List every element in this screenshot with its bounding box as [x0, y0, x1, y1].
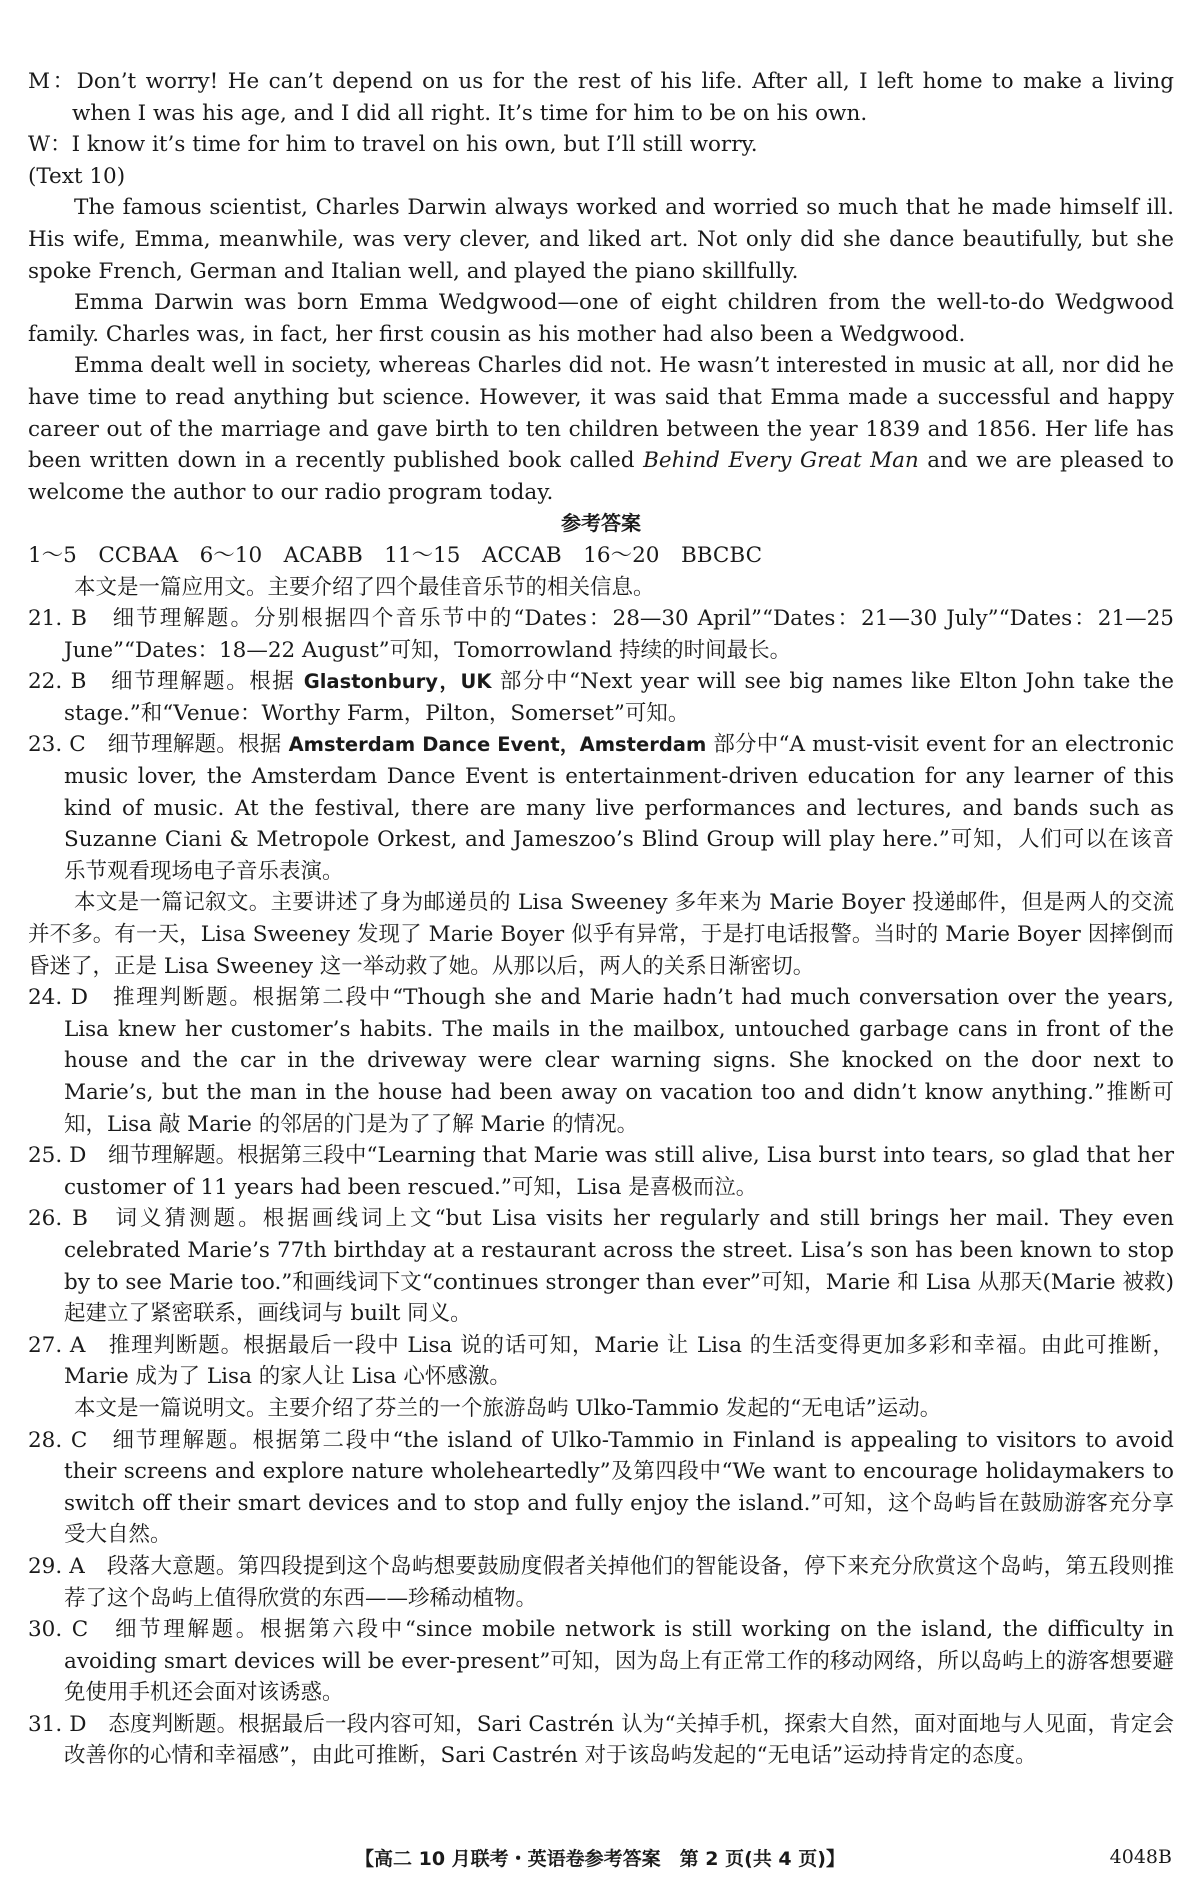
dialogue-line-w: W：I know it’s time for him to travel on his own, but I’ll still worry.: [28, 132, 758, 158]
answer-24: 24. D 推理判断题。根据第二段中“Though she and Marie hadn’t had much conversation over the years, Lisa knew her customer’s habits. The mails in the mailbox, untouched garbage cans in front of the house and the car in the driveway were clear warning signs. She knocked on the door next to Marie’s, but the man in the house had been away on vacation too and didn’t know anything.”推断可知，Lisa 敲 Marie 的邻居的门是为了了解 Marie 的情况。: [28, 985, 1174, 1137]
answers-heading: 参考答案: [561, 511, 641, 536]
answer-22: [28, 666, 1174, 729]
answer-22-part-a: 22. B 细节理解题。根据: [28, 669, 304, 695]
answer-26: 26. B 词义猜测题。根据画线词上文“but Lisa visits her regularly and still brings her mail. They even celebrated Marie’s 77th birthday at a restaurant across the street. Lisa’s son has been known to stop by to see Marie too.”和画线词下文“continues stronger than ever”可知，Marie 和 Lisa 从那天(Marie 被救)起建立了紧密联系，画线词与 built 同义。: [28, 1206, 1174, 1327]
passage-paragraph-2: Emma Darwin was born Emma Wedgwood—one of eight children from the well-to-do Wedgwood family. Charles was, in fact, her first cousin as his mother had also been a Wedgwood.: [28, 290, 1174, 347]
answer-28: 28. C 细节理解题。根据第二段中“the island of Ulko-Tammio in Finland is appealing to visitors to avoid their screens and explore nature wholeheartedly”及第四段中“We want to encourage holidaymakers to switch off their smart devices and to stop and fully enjoy the island.”可知，这个岛屿旨在鼓励游客充分享受大自然。: [28, 1427, 1174, 1548]
passage-intro-c: 本文是一篇说明文。主要介绍了芬兰的一个旅游岛屿 Ulko-Tammio 发起的“无电话”运动。: [74, 1395, 942, 1421]
paragraph-3-part-b: and we are pleased to welcome the author to our radio program today.: [28, 448, 1174, 505]
paragraph-3-part-a: Emma dealt well in society, whereas Charles did not. He wasn’t interested in music at all, nor did he have time to read anything but science. However, it was said that Emma made a successful and happy career out of the marriage and gave birth to ten children between the year 1839 and 1856. Her life has been written down in a recently published book called: [28, 353, 1174, 474]
answer-22-part-b: 部分中“Next year will see big names like Elton John take the stage.”和“Venue：Worthy Farm，Pilton，Somerset”可知。: [64, 669, 1174, 726]
page-content: [28, 66, 1174, 1772]
answer-keys: 1～5 CCBAA 6～10 ACABB 11～15 ACCAB 16～20 BBCBC: [28, 542, 763, 568]
page-footer: 【高二 10 月联考・英语卷参考答案 第 2 页(共 4 页)】: [355, 1848, 845, 1870]
text-label: (Text 10): [28, 163, 126, 189]
answer-30: 30. C 细节理解题。根据第六段中“since mobile network is still working on the island, the difficulty in avoiding smart devices will be ever-present”可知，因为岛上有正常工作的移动网络，所以岛屿上的游客想要避免使用手机还会面对该诱惑。: [28, 1617, 1174, 1706]
passage-intro-b: 本文是一篇记叙文。主要讲述了身为邮递员的 Lisa Sweeney 多年来为 Marie Boyer 投递邮件，但是两人的交流并不多。有一天，Lisa Sweeney 发现了 Marie Boyer 似乎有异常，于是打电话报警。当时的 Marie Boyer 因摔倒而昏迷了，正是 Lisa Sweeney 这一举动救了她。从那以后，两人的关系日渐密切。: [28, 890, 1174, 979]
answer-21: 21. B 细节理解题。分别根据四个音乐节中的“Dates：28—30 April”“Dates：21—30 July”“Dates：21—25 June”“Dates：18—22 August”可知，Tomorrowland 持续的时间最长。: [28, 606, 1174, 663]
dialogue-line-m: M：Don’t worry! He can’t depend on us for the rest of his life. After all, I left home to make a living when I was his age, and I did all right. It’s time for him to be on his own.: [28, 69, 1174, 126]
passage-paragraph-3: [28, 350, 1174, 508]
book-title: Behind Every Great Man: [643, 448, 919, 474]
answer-22-section-name: Glastonbury，UK: [303, 670, 492, 694]
answer-23-section-name: Amsterdam Dance Event，Amsterdam: [288, 733, 707, 757]
answer-29: 29. A 段落大意题。第四段提到这个岛屿想要鼓励度假者关掉他们的智能设备，停下来充分欣赏这个岛屿，第五段则推荐了这个岛屿上值得欣赏的东西——珍稀动植物。: [28, 1553, 1174, 1611]
passage-paragraph-1: The famous scientist, Charles Darwin always worked and worried so much that he made himself ill. His wife, Emma, meanwhile, was very clever, and liked art. Not only did she dance beautifully, but she spoke French, German and Italian well, and played the piano skillfully.: [28, 195, 1174, 284]
passage-intro-a: 本文是一篇应用文。主要介绍了四个最佳音乐节的相关信息。: [74, 574, 655, 600]
answer-23-part-b: 部分中“A must-visit event for an electronic music lover, the Amsterdam Dance Event is entertainment-driven education for any learner of this kind of music. At the festival, there are many live performances and lectures, and bands such as Suzanne Ciani & Metropole Orkest, and Jameszoo’s Blind Group will play here.”可知，人们可以在该音乐节观看现场电子音乐表演。: [64, 732, 1175, 884]
answer-31: 31. D 态度判断题。根据最后一段内容可知，Sari Castrén 认为“关掉手机，探索大自然，面对面地与人见面，肯定会改善你的心情和幸福感”，由此可推断，Sari Castrén 对于该岛屿发起的“无电话”运动持肯定的态度。: [28, 1711, 1174, 1769]
answer-25: 25. D 细节理解题。根据第三段中“Learning that Marie was still alive, Lisa burst into tears, so glad that her customer of 11 years had been rescued.”可知，Lisa 是喜极而泣。: [28, 1143, 1174, 1200]
answer-23-part-a: 23. C 细节理解题。根据: [28, 732, 289, 758]
answer-27: 27. A 推理判断题。根据最后一段中 Lisa 说的话可知，Marie 让 Lisa 的生活变得更加多彩和幸福。由此可推断，Marie 成为了 Lisa 的家人让 Lisa 心怀感激。: [28, 1332, 1174, 1390]
answer-23: [28, 729, 1174, 887]
paper-code: 4048B: [1109, 1846, 1172, 1868]
